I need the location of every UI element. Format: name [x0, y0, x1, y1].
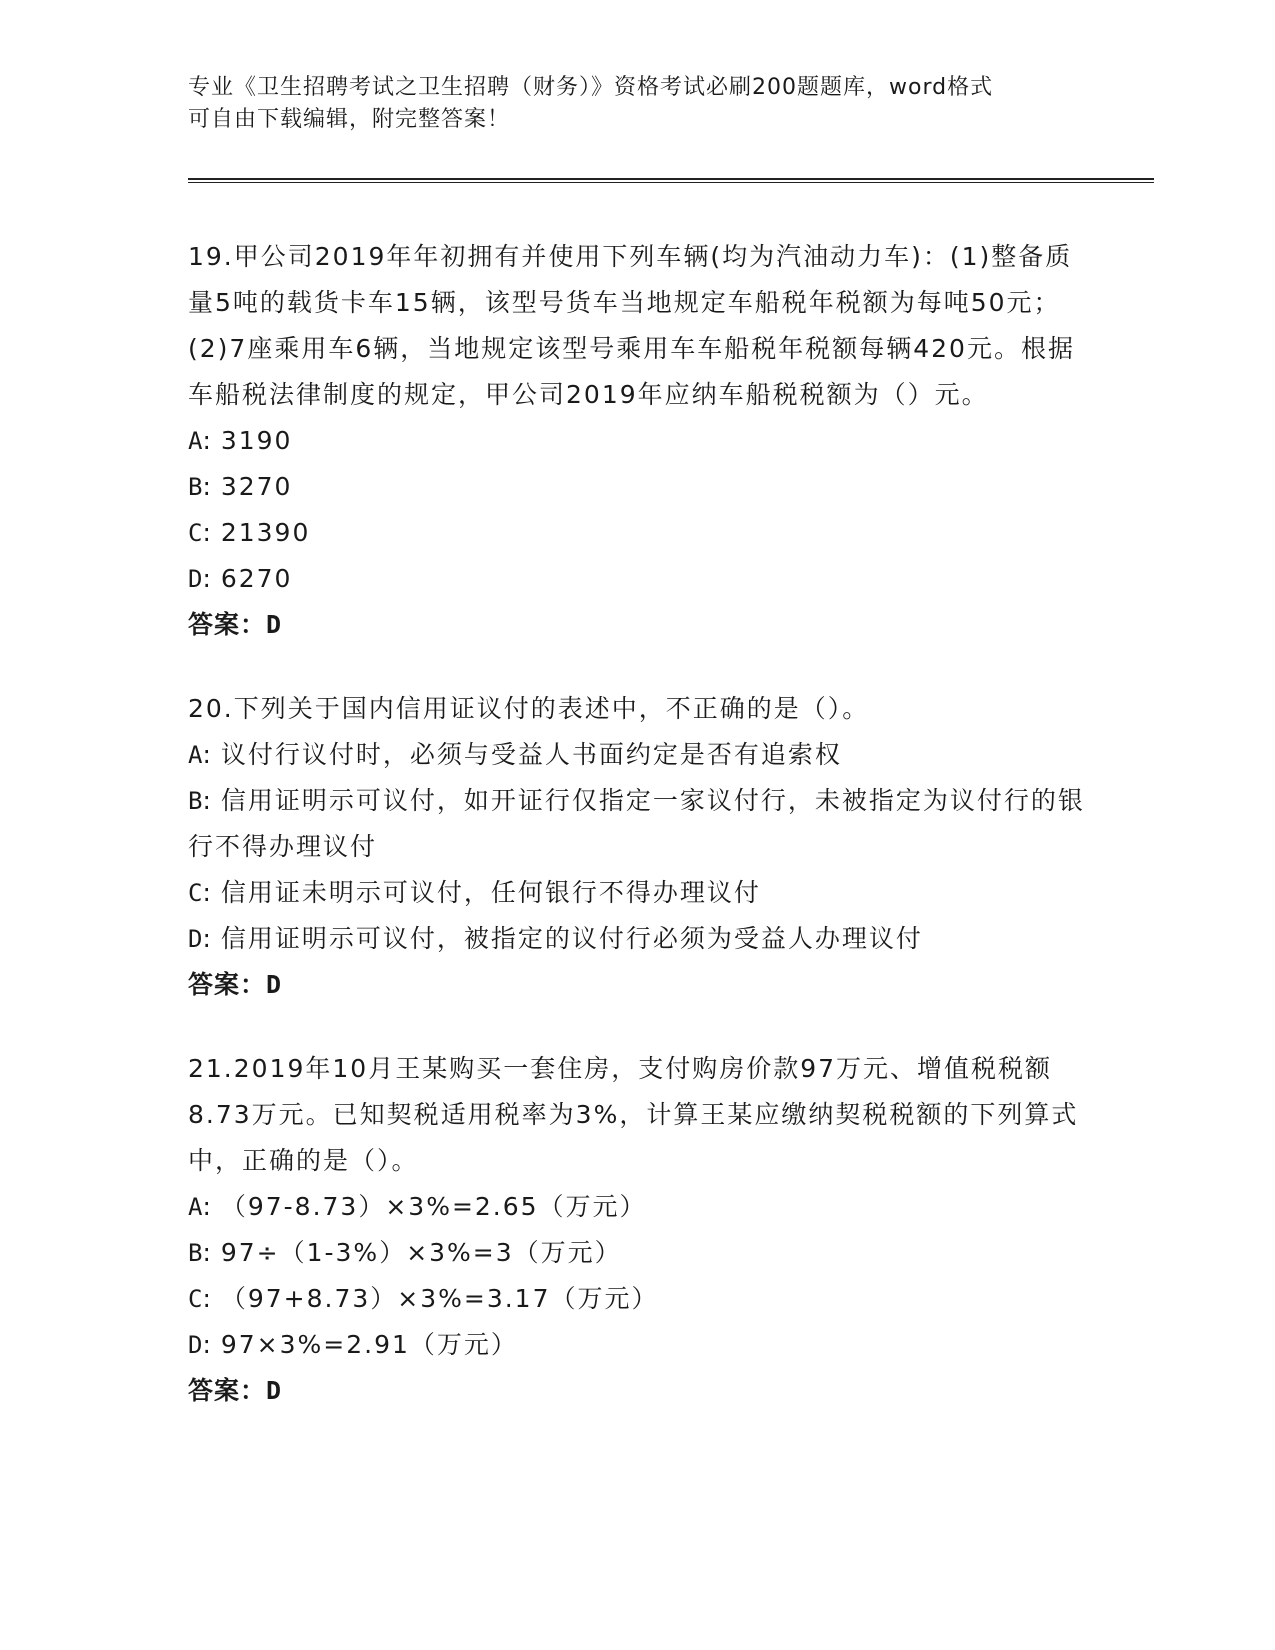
- option-letter: A: [188, 427, 203, 455]
- option-letter: C: [188, 879, 203, 907]
- option-letter: B: [188, 787, 203, 815]
- header-line-2: 可自由下载编辑，附完整答案！: [188, 107, 511, 132]
- option-separator: :: [202, 740, 211, 769]
- question-stem: 21.2019年10月王某购买一套住房，支付购房价款97万元、增值税税额8.73万元。已知契税适用税率为3%，计算王某应缴纳契税税额的下列算式中，正确的是（）。: [188, 1054, 1079, 1175]
- question-stem: 20.下列关于国内信用证议付的表述中，不正确的是（）。: [188, 694, 870, 723]
- question-20: [188, 686, 1088, 1008]
- answer-line: [188, 602, 1088, 648]
- option-separator: :: [202, 924, 211, 953]
- option-a: [188, 732, 1088, 778]
- option-separator: :: [202, 426, 211, 455]
- option-text: 6270: [220, 564, 293, 593]
- option-b: [188, 464, 1088, 510]
- option-text: 97÷（1-3%）×3%=3（万元）: [220, 1238, 622, 1267]
- option-c: [188, 870, 1088, 916]
- option-d: [188, 556, 1088, 602]
- option-text: 信用证明示可议付，被指定的议付行必须为受益人办理议付: [220, 924, 923, 953]
- option-separator: :: [202, 1192, 211, 1221]
- option-separator: :: [202, 1238, 211, 1267]
- option-separator: :: [202, 472, 211, 501]
- answer-value: D: [266, 970, 283, 999]
- option-text: 信用证明示可议付，如开证行仅指定一家议付行，未被指定为议付行的银行不得办理议付: [188, 786, 1085, 861]
- answer-line: [188, 962, 1088, 1008]
- option-text: 3270: [220, 472, 293, 501]
- question-list: [188, 234, 1088, 1452]
- option-letter: D: [188, 565, 203, 593]
- option-separator: :: [202, 1284, 211, 1313]
- option-c: [188, 510, 1088, 556]
- header-divider: [188, 178, 1154, 183]
- option-text: 议付行议付时，必须与受益人书面约定是否有追索权: [220, 740, 842, 769]
- option-letter: B: [188, 473, 203, 501]
- question-stem: 19.甲公司2019年年初拥有并使用下列车辆(均为汽油动力车)：(1)整备质量5吨的载货卡车15辆，该型号货车当地规定车船税年税额为每吨50元；(2)7座乘用车6辆，当地规定该型号乘用车车船税年税额每辆420元。根据车船税法律制度的规定，甲公司2019年应纳车船税税额为（）元。: [188, 242, 1075, 409]
- option-letter: C: [188, 1285, 203, 1313]
- option-letter: A: [188, 1193, 203, 1221]
- option-letter: C: [188, 519, 203, 547]
- answer-label: 答案：: [188, 970, 267, 999]
- option-separator: :: [202, 1330, 211, 1359]
- document-header: [188, 72, 1088, 136]
- option-a: [188, 1184, 1088, 1230]
- question-21: [188, 1046, 1088, 1414]
- option-letter: B: [188, 1239, 203, 1267]
- answer-label: 答案：: [188, 1376, 267, 1405]
- option-text: （97+8.73）×3%=3.17（万元）: [220, 1284, 659, 1313]
- option-separator: :: [202, 786, 211, 815]
- option-d: [188, 1322, 1088, 1368]
- option-text: 21390: [220, 518, 311, 547]
- question-19: [188, 234, 1088, 648]
- option-b: [188, 1230, 1088, 1276]
- option-separator: :: [202, 878, 211, 907]
- option-letter: A: [188, 741, 203, 769]
- option-text: 信用证未明示可议付，任何银行不得办理议付: [220, 878, 761, 907]
- option-text: 97×3%=2.91（万元）: [220, 1330, 518, 1359]
- option-separator: :: [202, 518, 211, 547]
- option-text: 3190: [220, 426, 293, 455]
- answer-value: D: [266, 610, 283, 639]
- option-letter: D: [188, 1331, 203, 1359]
- option-b: [188, 778, 1088, 870]
- option-c: [188, 1276, 1088, 1322]
- option-separator: :: [202, 564, 211, 593]
- option-text: （97-8.73）×3%=2.65（万元）: [220, 1192, 647, 1221]
- answer-line: [188, 1368, 1088, 1414]
- option-letter: D: [188, 925, 203, 953]
- answer-label: 答案：: [188, 610, 267, 639]
- option-d: [188, 916, 1088, 962]
- answer-value: D: [266, 1376, 283, 1405]
- header-line-1: 专业《卫生招聘考试之卫生招聘（财务）》资格考试必刷200题题库，word格式: [188, 75, 994, 100]
- option-a: [188, 418, 1088, 464]
